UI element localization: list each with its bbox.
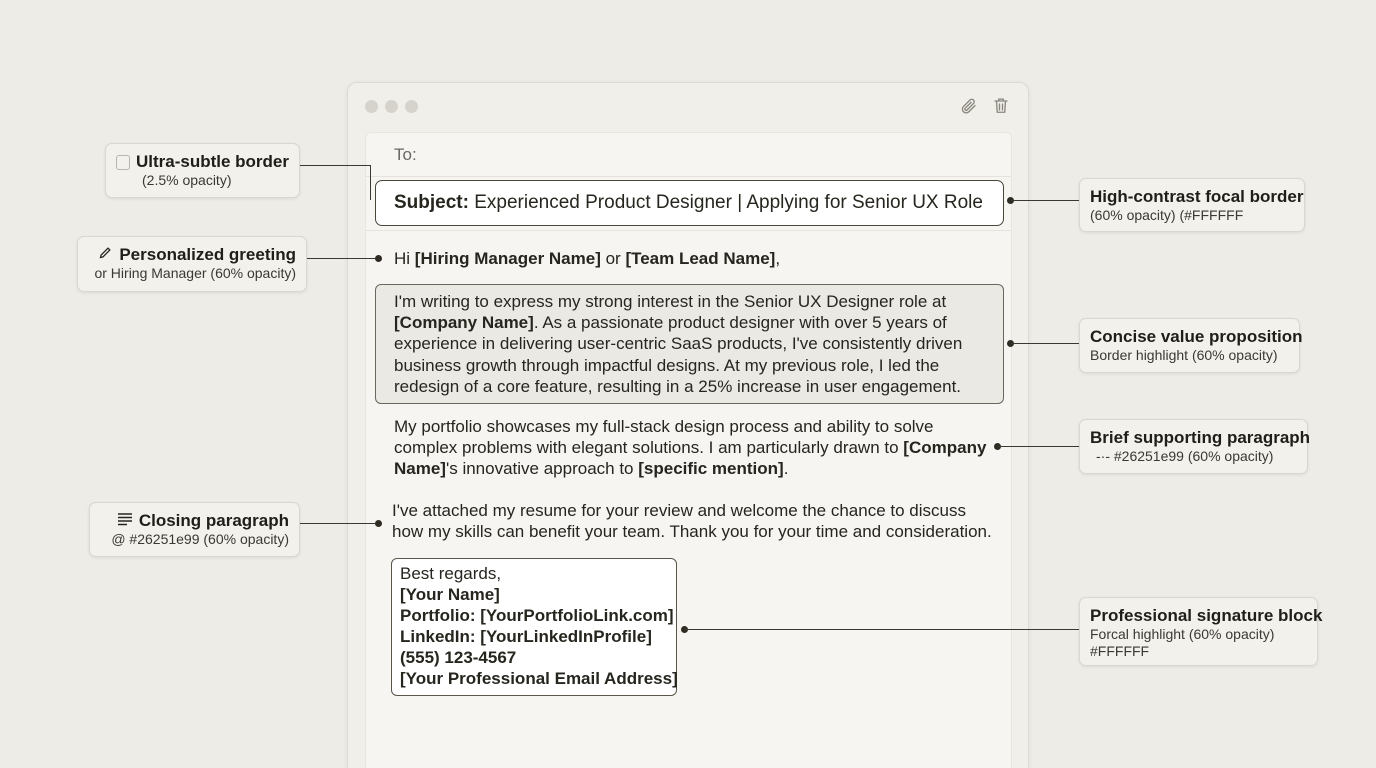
callout-subtitle: Border highlight (60% opacity) bbox=[1090, 347, 1278, 363]
maximize-window-button[interactable] bbox=[405, 100, 418, 113]
greeting-suffix: , bbox=[775, 249, 781, 268]
greeting-name-1: [Hiring Manager Name] bbox=[414, 249, 601, 268]
para2-text3: . bbox=[783, 459, 789, 479]
para2-company: [Company Name] bbox=[394, 438, 987, 479]
window-toolbar bbox=[960, 96, 1010, 115]
connector-dot bbox=[375, 255, 382, 262]
callout-subtitle: (60% opacity) (#FFFFFF bbox=[1090, 207, 1244, 223]
callout-title: Brief supporting paragraph bbox=[1090, 428, 1311, 447]
signature-block bbox=[391, 558, 677, 696]
signature-closing: Best regards, bbox=[400, 564, 502, 583]
callout-title: High-contrast focal border bbox=[1090, 187, 1304, 206]
callout-focal-border bbox=[1079, 178, 1305, 232]
callout-subtitle: -·- #26251e99 (60% opacity) bbox=[1096, 448, 1274, 464]
callout-title: Personalized greeting bbox=[119, 245, 296, 264]
close-window-button[interactable] bbox=[365, 100, 378, 113]
callout-subtitle-2: #FFFFFF bbox=[1090, 643, 1150, 659]
divider bbox=[366, 230, 1011, 231]
para2-text2: 's innovative approach to bbox=[445, 459, 639, 479]
connector-line bbox=[1011, 200, 1079, 201]
para2-text1: My portfolio showcases my full-stack design process and ability to solve complex problems with elegant solutions. I am particularly drawn to bbox=[394, 417, 934, 458]
window-controls bbox=[365, 100, 418, 113]
minimize-window-button[interactable] bbox=[385, 100, 398, 113]
connector-line bbox=[998, 446, 1079, 447]
greeting-line bbox=[394, 249, 780, 269]
pencil-icon bbox=[98, 245, 113, 265]
to-label: To: bbox=[394, 145, 417, 164]
signature-linkedin: LinkedIn: [YourLinkedInProfile] bbox=[400, 627, 652, 646]
callout-subtitle: or Hiring Manager (60% opacity) bbox=[94, 265, 296, 281]
closing-paragraph: I've attached my resume for your review and welcome the chance to discuss how my skills can benefit your team. Thank you for your time and consideration. bbox=[392, 501, 992, 542]
callout-personalized-greeting bbox=[77, 236, 307, 292]
email-body-sheet bbox=[365, 132, 1012, 768]
signature-phone: (555) 123-4567 bbox=[400, 648, 517, 667]
checkbox-icon bbox=[116, 155, 130, 170]
callout-title: Professional signature block bbox=[1090, 606, 1323, 625]
callout-signature-block bbox=[1079, 597, 1323, 666]
subject-label: Subject: bbox=[394, 192, 469, 213]
callout-supporting-paragraph bbox=[1079, 419, 1311, 474]
to-field[interactable] bbox=[394, 145, 417, 165]
signature-email: [Your Professional Email Address] bbox=[400, 669, 678, 688]
greeting-name-2: [Team Lead Name] bbox=[625, 249, 776, 268]
callout-closing-paragraph bbox=[89, 502, 300, 557]
value-proposition-paragraph bbox=[375, 284, 1004, 404]
para1-rest: . As a passionate product designer with over 5 years of experience in delivering user-centric SaaS products, I've consistently driven business growth through impactful designs. At my previous role, I led the redesign of a core feature, resulting in a 25% increase in user engagement. bbox=[394, 313, 963, 396]
callout-title: Concise value proposition bbox=[1090, 327, 1303, 346]
email-compose-window bbox=[347, 82, 1029, 768]
trash-icon[interactable] bbox=[992, 96, 1010, 115]
para1-company: [Company Name] bbox=[394, 313, 534, 333]
connector-dot bbox=[375, 520, 382, 527]
callout-subtitle: (2.5% opacity) bbox=[142, 172, 232, 188]
connector-line bbox=[370, 165, 371, 200]
connector-line bbox=[300, 165, 370, 166]
para1-line1: I'm writing to express my strong interest in the Senior UX Designer role at bbox=[394, 292, 947, 311]
signature-name: [Your Name] bbox=[400, 585, 500, 604]
subject-field[interactable] bbox=[375, 180, 1004, 226]
connector-line bbox=[685, 629, 1079, 630]
callout-title: Closing paragraph bbox=[138, 511, 289, 530]
callout-value-proposition bbox=[1079, 318, 1303, 373]
connector-line bbox=[307, 258, 377, 259]
callout-title: Ultra-subtle border bbox=[135, 152, 289, 171]
para2-mention: [specific mention] bbox=[638, 459, 784, 479]
connector-line bbox=[1011, 343, 1079, 344]
text-lines-icon bbox=[117, 511, 133, 531]
supporting-paragraph bbox=[394, 416, 994, 480]
greeting-prefix: Hi bbox=[394, 249, 415, 268]
greeting-mid: or bbox=[600, 249, 626, 268]
divider bbox=[366, 176, 1011, 177]
signature-portfolio: Portfolio: [YourPortfolioLink.com] bbox=[400, 606, 674, 625]
callout-ultra-subtle-border bbox=[105, 143, 300, 198]
connector-line bbox=[300, 523, 377, 524]
paperclip-icon[interactable] bbox=[960, 97, 978, 115]
callout-subtitle: @ #26251e99 (60% opacity) bbox=[111, 531, 289, 547]
subject-text: Experienced Product Designer | Applying for Senior UX Role bbox=[474, 192, 983, 213]
callout-subtitle: Forcal highlight (60% opacity) bbox=[1090, 626, 1275, 642]
